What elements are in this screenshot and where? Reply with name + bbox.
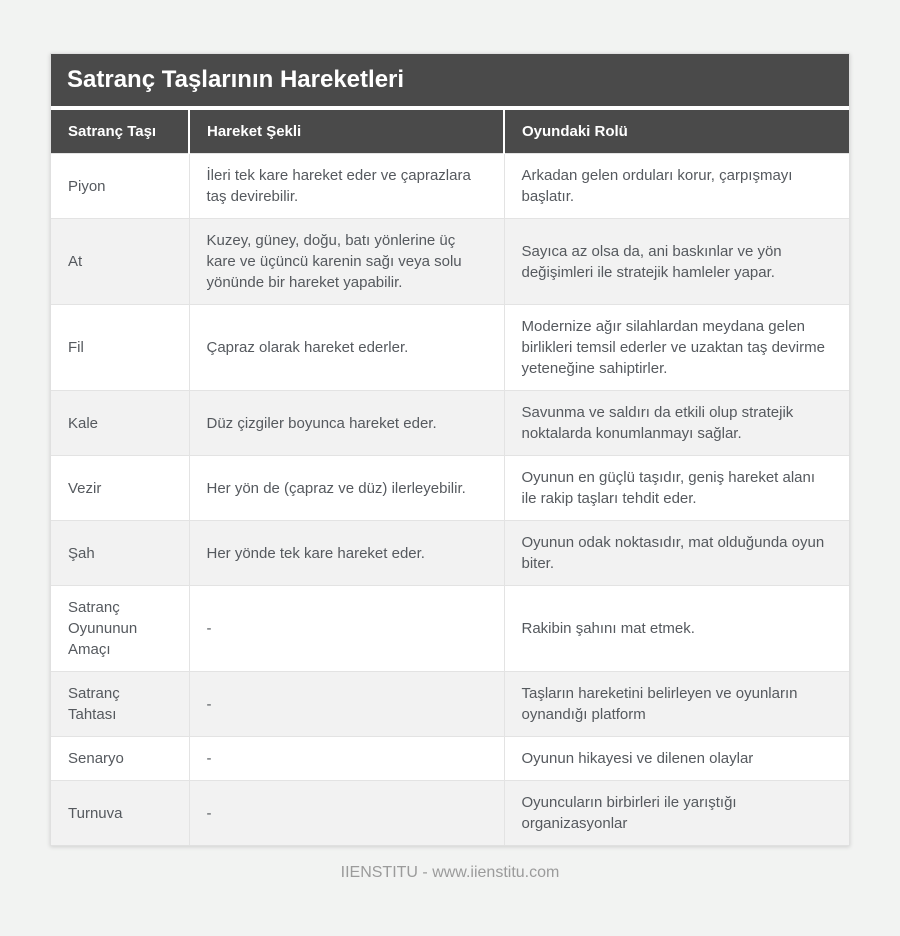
role-cell: Oyunun en güçlü taşıdır, geniş hareket alanı ile rakip taşları tehdit eder. bbox=[504, 456, 849, 521]
piece-name-cell: Vezir bbox=[51, 456, 189, 521]
role-cell: Oyunun hikayesi ve dilenen olaylar bbox=[504, 737, 849, 781]
table-row bbox=[51, 305, 849, 391]
piece-name-cell: Kale bbox=[51, 391, 189, 456]
table-row bbox=[51, 586, 849, 672]
role-cell: Oyunun odak noktasıdır, mat olduğunda oyun biter. bbox=[504, 521, 849, 586]
movement-cell: Her yönde tek kare hareket eder. bbox=[189, 521, 504, 586]
role-cell: Savunma ve saldırı da etkili olup stratejik noktalarda konumlanmayı sağlar. bbox=[504, 391, 849, 456]
role-cell: Taşların hareketini belirleyen ve oyunların oynandığı platform bbox=[504, 672, 849, 737]
column-header-piece: Satranç Taşı bbox=[51, 110, 189, 154]
movement-cell: - bbox=[189, 781, 504, 846]
movement-cell: - bbox=[189, 672, 504, 737]
table-row bbox=[51, 781, 849, 846]
table-row bbox=[51, 737, 849, 781]
piece-name-cell: Turnuva bbox=[51, 781, 189, 846]
table-row bbox=[51, 456, 849, 521]
role-cell: Sayıca az olsa da, ani baskınlar ve yön değişimleri ile stratejik hamleler yapar. bbox=[504, 219, 849, 305]
piece-name-cell: Satranç Tahtası bbox=[51, 672, 189, 737]
movement-cell: Her yön de (çapraz ve düz) ilerleyebilir. bbox=[189, 456, 504, 521]
piece-name-cell: Senaryo bbox=[51, 737, 189, 781]
table-row bbox=[51, 521, 849, 586]
movement-cell: - bbox=[189, 737, 504, 781]
chess-moves-table bbox=[51, 110, 849, 845]
movement-cell: İleri tek kare hareket eder ve çaprazlara taş devirebilir. bbox=[189, 154, 504, 219]
page-title: Satranç Taşlarının Hareketleri bbox=[51, 54, 849, 106]
table-row bbox=[51, 391, 849, 456]
column-header-role: Oyundaki Rolü bbox=[504, 110, 849, 154]
movement-cell: Kuzey, güney, doğu, batı yönlerine üç kare ve üçüncü karenin sağı veya solu yönünde bir hareket yapabilir. bbox=[189, 219, 504, 305]
movement-cell: Düz çizgiler boyunca hareket eder. bbox=[189, 391, 504, 456]
table-header-row bbox=[51, 110, 849, 154]
table-row bbox=[51, 154, 849, 219]
movement-cell: Çapraz olarak hareket ederler. bbox=[189, 305, 504, 391]
table-header bbox=[51, 110, 849, 154]
role-cell: Oyuncuların birbirleri ile yarıştığı organizasyonlar bbox=[504, 781, 849, 846]
table-body bbox=[51, 154, 849, 846]
movement-cell: - bbox=[189, 586, 504, 672]
column-header-movement: Hareket Şekli bbox=[189, 110, 504, 154]
role-cell: Modernize ağır silahlardan meydana gelen birlikleri temsil ederler ve uzaktan taş devirme yeteneğine sahiptirler. bbox=[504, 305, 849, 391]
table-row bbox=[51, 672, 849, 737]
piece-name-cell: Fil bbox=[51, 305, 189, 391]
footer-credit: IIENSTITU - www.iienstitu.com bbox=[340, 864, 560, 881]
piece-name-cell: Piyon bbox=[51, 154, 189, 219]
piece-name-cell: At bbox=[51, 219, 189, 305]
role-cell: Rakibin şahını mat etmek. bbox=[504, 586, 849, 672]
piece-name-cell: Satranç Oyununun Amaçı bbox=[51, 586, 189, 672]
chess-table-card bbox=[50, 53, 850, 846]
table-row bbox=[51, 219, 849, 305]
piece-name-cell: Şah bbox=[51, 521, 189, 586]
role-cell: Arkadan gelen orduları korur, çarpışmayı başlatır. bbox=[504, 154, 849, 219]
